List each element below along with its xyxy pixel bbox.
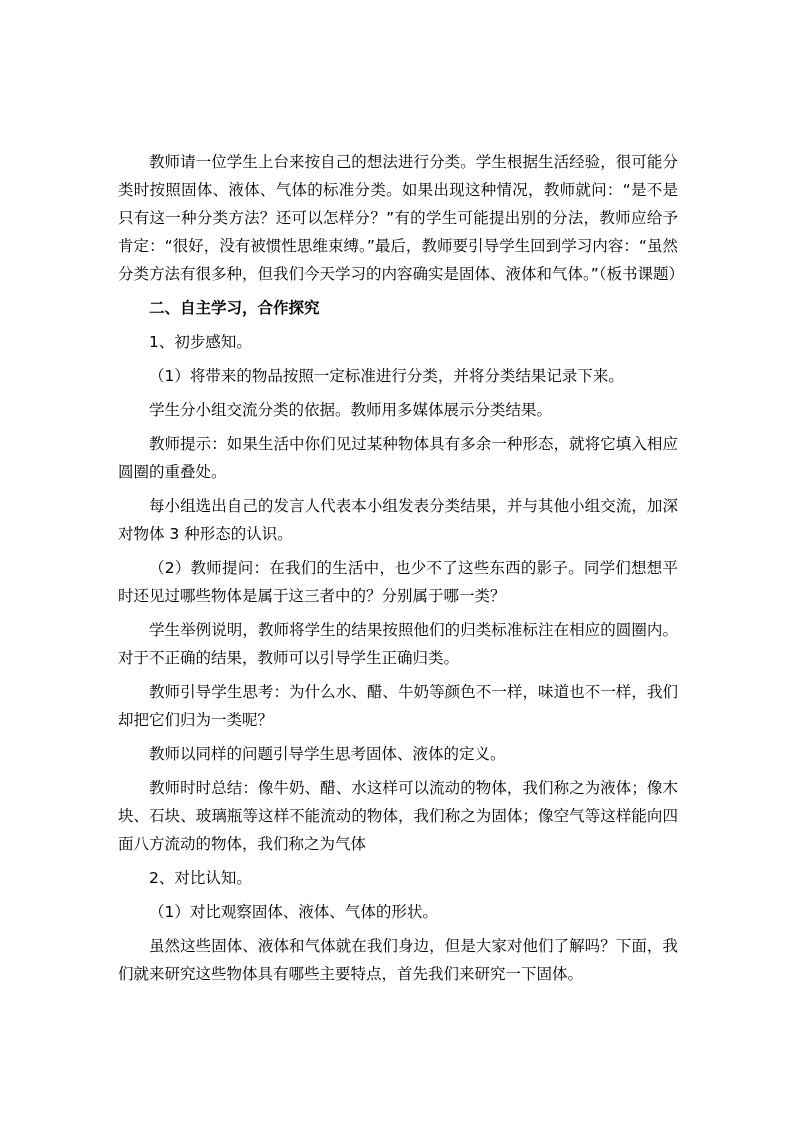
paragraph-summary: 教师时时总结：像牛奶、醋、水这样可以流动的物体，我们称之为液体；像木块、石块、玻璃瓶等这样不能流动的物体，我们称之为固体；像空气等这样能向四面八方流动的物体，我们称之为气体: [118, 779, 678, 853]
paragraph-step-1: （1）对比观察固体、液体、气体的形状。: [149, 903, 438, 921]
subsection-title: 2、对比认知。: [149, 869, 252, 887]
paragraph: 虽然这些固体、液体和气体就在我们身边，但是大家对他们了解吗？下面，我们就来研究这些物体具有哪些主要特点，首先我们来研究一下固体。: [118, 937, 678, 983]
paragraph: 教师提示：如果生活中你们见过某种物体具有多余一种形态，就将它填入相应圆圈的重叠处。: [118, 435, 678, 481]
paragraph: 教师以同样的问题引导学生思考固体、液体的定义。: [149, 745, 506, 763]
paragraph: 教师引导学生思考：为什么水、醋、牛奶等颜色不一样，味道也不一样，我们却把它们归为一类呢？: [118, 683, 678, 729]
paragraph-intro: 教师请一位学生上台来按自己的想法进行分类。学生根据生活经验，很可能分类时按照固体、液体、气体的标准分类。如果出现这种情况，教师就问：“是不是只有这一种分类方法？还可以怎样分？”有的学生可能提出别的分法，教师应给予肯定：“很好，没有被惯性思维束缚。”最后，教师要引导学生回到学习内容：“虽然分类方法有很多种，但我们今天学习的内容确实是固体、液体和气体。”（板书课题）: [118, 153, 685, 283]
paragraph: 每小组选出自己的发言人代表本小组发表分类结果，并与其他小组交流，加深对物体 3 种形态的认识。: [118, 497, 678, 543]
paragraph-step-1: （1）将带来的物品按照一定标准进行分类，并将分类结果记录下来。: [149, 367, 624, 385]
paragraph: 学生分小组交流分类的依据。教师用多媒体展示分类结果。: [149, 401, 553, 419]
paragraph: 学生举例说明，教师将学生的结果按照他们的归类标准标注在相应的圆圈内。对于不正确的结果，教师可以引导学生正确归类。: [118, 621, 678, 667]
subsection-title: 1、初步感知。: [149, 333, 252, 351]
document-page: [118, 148, 685, 994]
paragraph-step-2: （2）教师提问：在我们的生活中，也少不了这些东西的影子。同学们想想平时还见过哪些物体是属于这三者中的？分别属于哪一类？: [118, 559, 678, 605]
section-heading: 二、自主学习，合作探究: [149, 299, 320, 317]
